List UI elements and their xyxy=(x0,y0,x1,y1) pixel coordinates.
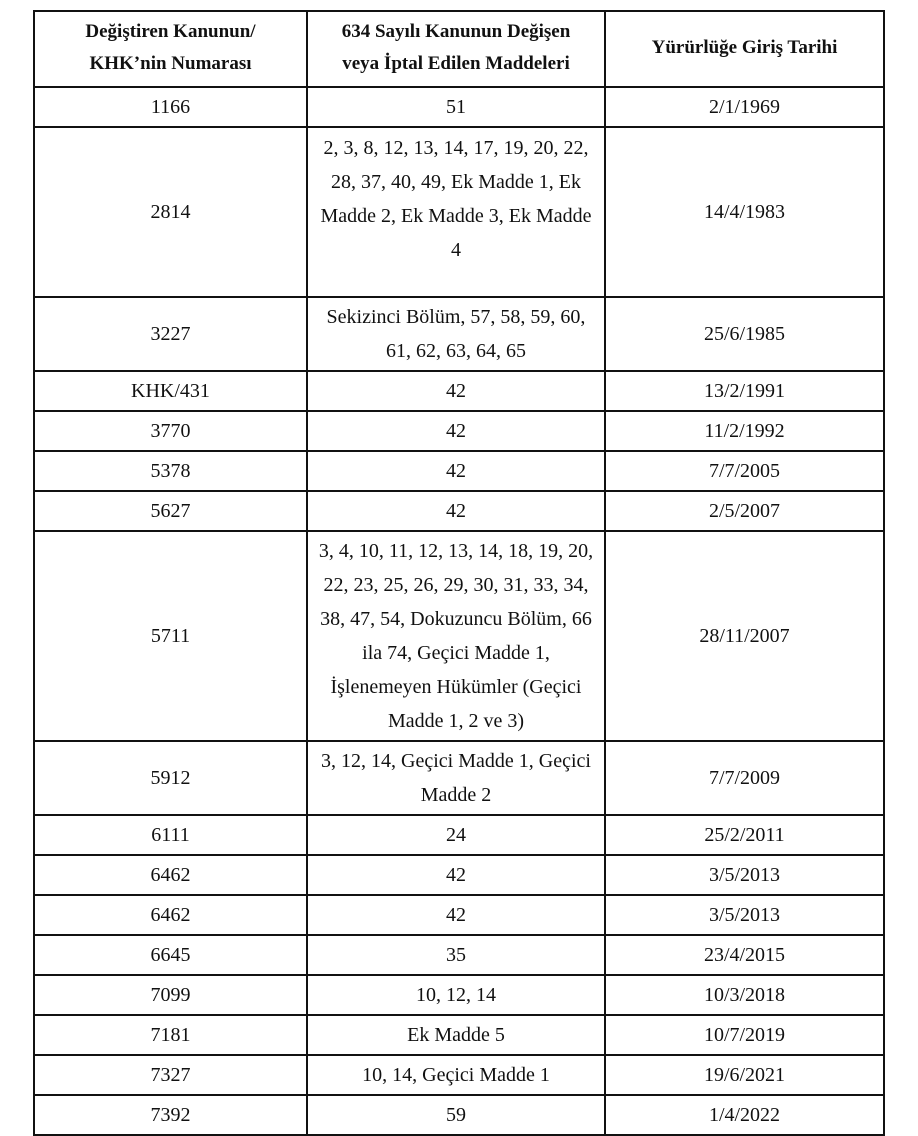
law-number-cell: 6111 xyxy=(34,815,307,855)
law-number-cell: 6462 xyxy=(34,855,307,895)
law-number-cell: 7099 xyxy=(34,975,307,1015)
effective-date-cell: 25/2/2011 xyxy=(605,815,884,855)
effective-date-cell: 7/7/2005 xyxy=(605,451,884,491)
effective-date-cell: 19/6/2021 xyxy=(605,1055,884,1095)
header-row xyxy=(34,11,884,87)
header-law-number-line2: KHK’nin Numarası xyxy=(89,53,252,74)
articles-cell: 3, 12, 14, Geçici Madde 1, Geçici Madde 2 xyxy=(307,741,605,815)
effective-date-cell: 3/5/2013 xyxy=(605,855,884,895)
header-articles-line1: 634 Sayılı Kanunun Değişen xyxy=(341,21,571,42)
articles-cell: 42 xyxy=(307,411,605,451)
articles-cell: 35 xyxy=(307,935,605,975)
law-number-cell: 5378 xyxy=(34,451,307,491)
table-row xyxy=(34,1015,884,1055)
articles-cell: 10, 12, 14 xyxy=(307,975,605,1015)
articles-cell: 42 xyxy=(307,451,605,491)
table-row xyxy=(34,531,884,741)
table-row xyxy=(34,815,884,855)
header-articles xyxy=(307,11,605,87)
law-number-cell: 3227 xyxy=(34,297,307,371)
header-effective-date: Yürürlüğe Giriş Tarihi xyxy=(605,11,884,87)
table-row xyxy=(34,975,884,1015)
articles-cell: 42 xyxy=(307,895,605,935)
law-number-cell: 6645 xyxy=(34,935,307,975)
law-number-cell: 5912 xyxy=(34,741,307,815)
header-law-number-line1: Değiştiren Kanunun/ xyxy=(85,21,256,42)
articles-cell: 10, 14, Geçici Madde 1 xyxy=(307,1055,605,1095)
articles-cell: 24 xyxy=(307,815,605,855)
table-row xyxy=(34,451,884,491)
table-row xyxy=(34,411,884,451)
law-number-cell: 5711 xyxy=(34,531,307,741)
articles-cell: 59 xyxy=(307,1095,605,1135)
table-row xyxy=(34,741,884,815)
effective-date-cell: 3/5/2013 xyxy=(605,895,884,935)
effective-date-cell: 2/5/2007 xyxy=(605,491,884,531)
effective-date-cell: 11/2/1992 xyxy=(605,411,884,451)
law-number-cell: 2814 xyxy=(34,127,307,297)
effective-date-cell: 13/2/1991 xyxy=(605,371,884,411)
table-row xyxy=(34,371,884,411)
law-number-cell: 3770 xyxy=(34,411,307,451)
effective-date-cell: 28/11/2007 xyxy=(605,531,884,741)
table-row xyxy=(34,855,884,895)
law-number-cell: 5627 xyxy=(34,491,307,531)
law-number-cell: KHK/431 xyxy=(34,371,307,411)
table-row xyxy=(34,1055,884,1095)
effective-date-cell: 2/1/1969 xyxy=(605,87,884,127)
law-number-cell: 1166 xyxy=(34,87,307,127)
articles-cell: 42 xyxy=(307,491,605,531)
articles-cell: 42 xyxy=(307,371,605,411)
articles-cell: 3, 4, 10, 11, 12, 13, 14, 18, 19, 20, 22, 23, 25, 26, 29, 30, 31, 33, 34, 38, 47, 54, Dokuzuncu Bölüm, 66 ila 74, Geçici Madde 1, İşlenemeyen Hükümler (Geçici Madde 1, 2 ve 3) xyxy=(307,531,605,741)
table-row xyxy=(34,895,884,935)
articles-cell: 51 xyxy=(307,87,605,127)
articles-cell: 42 xyxy=(307,855,605,895)
amendments-table xyxy=(33,10,885,1136)
effective-date-cell: 1/4/2022 xyxy=(605,1095,884,1135)
table-row xyxy=(34,297,884,371)
table-row xyxy=(34,127,884,297)
header-articles-line2: veya İptal Edilen Maddeleri xyxy=(342,53,570,74)
effective-date-cell: 10/7/2019 xyxy=(605,1015,884,1055)
law-number-cell: 7327 xyxy=(34,1055,307,1095)
effective-date-cell: 23/4/2015 xyxy=(605,935,884,975)
law-number-cell: 7181 xyxy=(34,1015,307,1055)
law-number-cell: 6462 xyxy=(34,895,307,935)
articles-cell: Ek Madde 5 xyxy=(307,1015,605,1055)
effective-date-cell: 7/7/2009 xyxy=(605,741,884,815)
effective-date-cell: 25/6/1985 xyxy=(605,297,884,371)
effective-date-cell: 10/3/2018 xyxy=(605,975,884,1015)
table-row xyxy=(34,935,884,975)
law-number-cell: 7392 xyxy=(34,1095,307,1135)
effective-date-cell: 14/4/1983 xyxy=(605,127,884,297)
table-row xyxy=(34,1095,884,1135)
articles-cell: Sekizinci Bölüm, 57, 58, 59, 60, 61, 62, 63, 64, 65 xyxy=(307,297,605,371)
table-row xyxy=(34,491,884,531)
table-row xyxy=(34,87,884,127)
header-law-number xyxy=(34,11,307,87)
articles-cell: 2, 3, 8, 12, 13, 14, 17, 19, 20, 22, 28, 37, 40, 49, Ek Madde 1, Ek Madde 2, Ek Madde 3, Ek Madde 4 xyxy=(307,127,605,297)
